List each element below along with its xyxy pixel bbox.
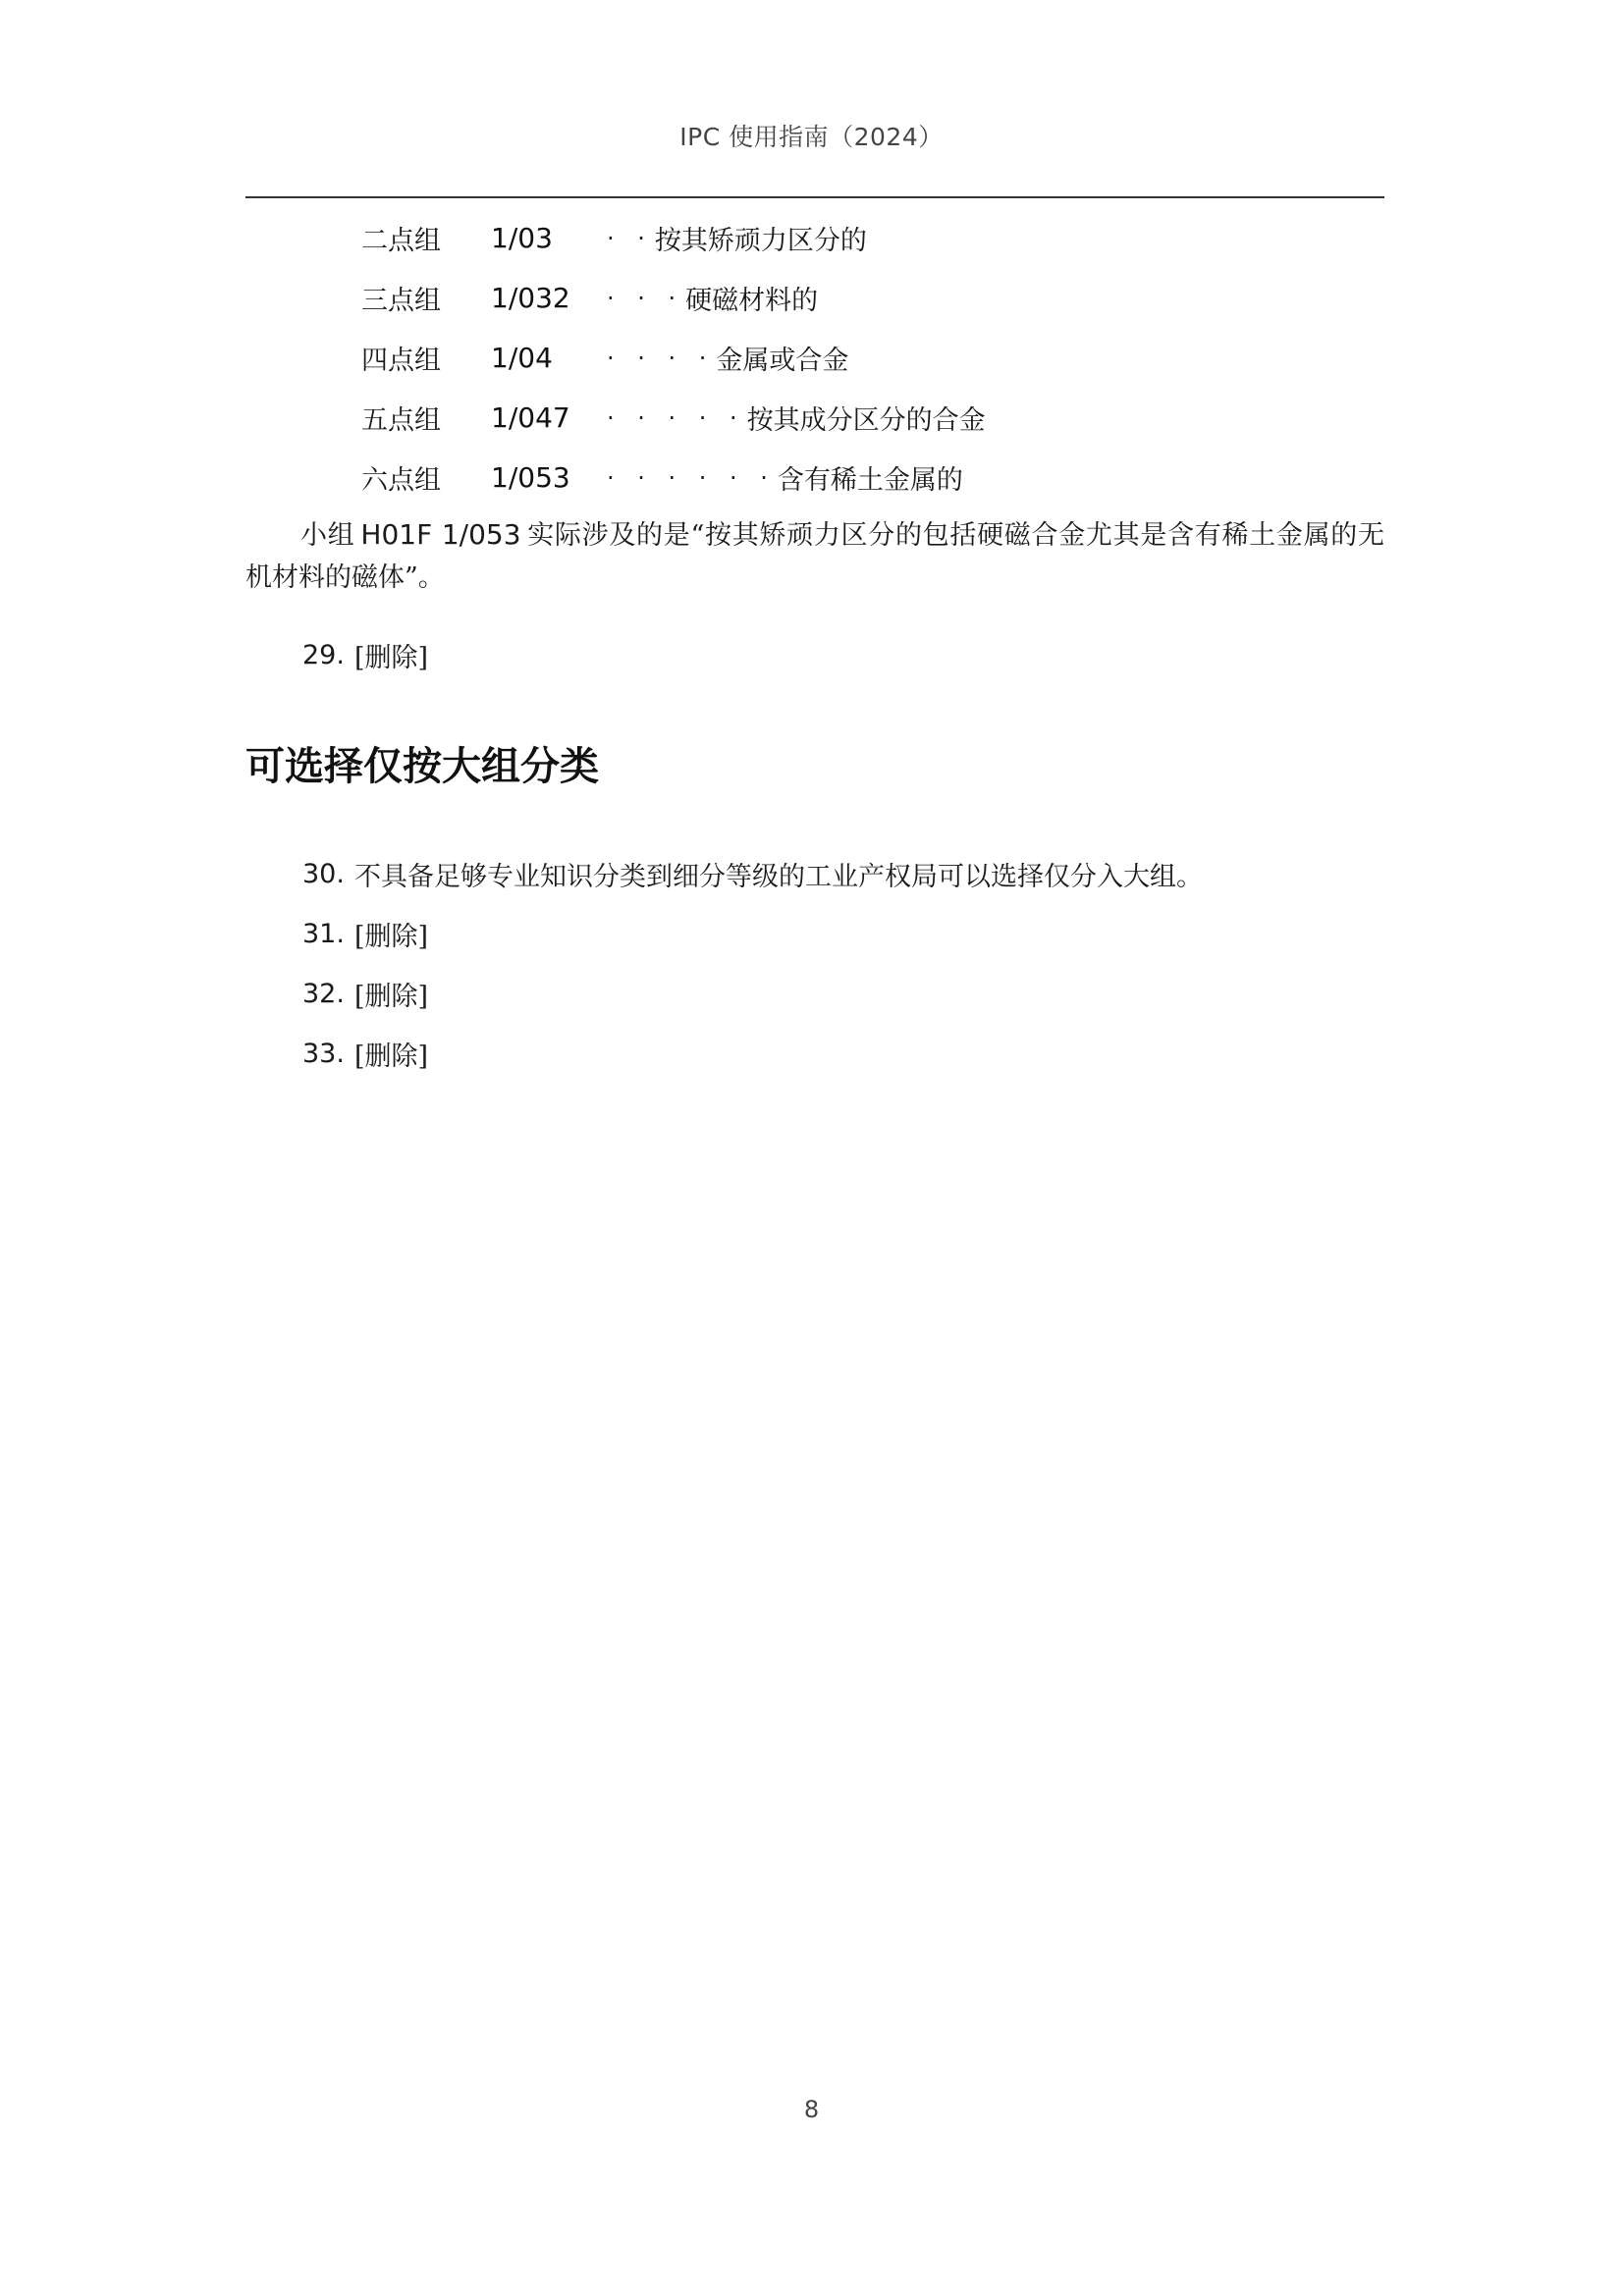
level-name: 二点组 [361, 226, 441, 256]
list-item [245, 1024, 1384, 1084]
item-number: 29. [302, 640, 345, 670]
list-item [245, 625, 1384, 685]
indent-dots: · · · · [607, 344, 715, 372]
item-text: 不具备足够专业知识分类到细分等级的工业产权局可以选择仅分入大组。 [353, 862, 1203, 892]
group-code: 1/04 [491, 342, 553, 374]
level-name: 五点组 [361, 405, 441, 436]
item-number: 30. [302, 859, 345, 889]
item-text: [删除] [353, 1041, 429, 1072]
explanation-paragraph [245, 513, 1384, 599]
group-title: 硬磁材料的 [685, 286, 819, 316]
paragraph-text: 实际涉及的是“按其矫顽力区分的包括硬磁合金尤其是含有稀土金属的无机材料的磁体”。 [245, 520, 1384, 593]
item-number: 31. [302, 919, 345, 949]
section-heading: 可选择仅按大组分类 [245, 744, 599, 789]
item-text: [删除] [353, 982, 429, 1012]
page-header: IPC 使用指南（2024） [679, 123, 944, 151]
table-row [245, 448, 1384, 507]
group-code: 1/053 [491, 461, 570, 494]
indent-dots: · · · [607, 284, 684, 312]
list-item [245, 904, 1384, 964]
group-title: 按其矫顽力区分的 [654, 226, 867, 256]
group-title: 含有稀土金属的 [777, 465, 963, 496]
table-row [245, 388, 1384, 448]
indent-dots: · · [607, 224, 653, 252]
level-name: 六点组 [361, 465, 441, 496]
group-code-reference: H01F 1/053 [360, 518, 521, 551]
table-row [245, 208, 1384, 268]
list-item [245, 964, 1384, 1024]
table-row [245, 268, 1384, 328]
level-name: 三点组 [361, 286, 441, 316]
group-code: 1/032 [491, 282, 570, 314]
item-text: [删除] [353, 922, 429, 952]
group-code: 1/047 [491, 401, 570, 434]
item-number: 32. [302, 979, 345, 1009]
group-code: 1/03 [491, 222, 553, 254]
item-text: [删除] [353, 643, 429, 673]
list-item [245, 844, 1384, 904]
page-number: 8 [803, 2096, 820, 2123]
item-number: 33. [302, 1039, 345, 1069]
group-title: 金属或合金 [716, 346, 849, 376]
group-title: 按其成分区分的合金 [746, 405, 986, 436]
indent-dots: · · · · · [607, 403, 745, 432]
table-row [245, 328, 1384, 388]
header-divider [245, 196, 1384, 198]
main-content [245, 208, 1384, 1084]
level-name: 四点组 [361, 346, 441, 376]
indent-dots: · · · · · · [607, 463, 776, 492]
hierarchy-level-table [245, 208, 1384, 507]
paragraph-prefix: 小组 [300, 520, 355, 551]
